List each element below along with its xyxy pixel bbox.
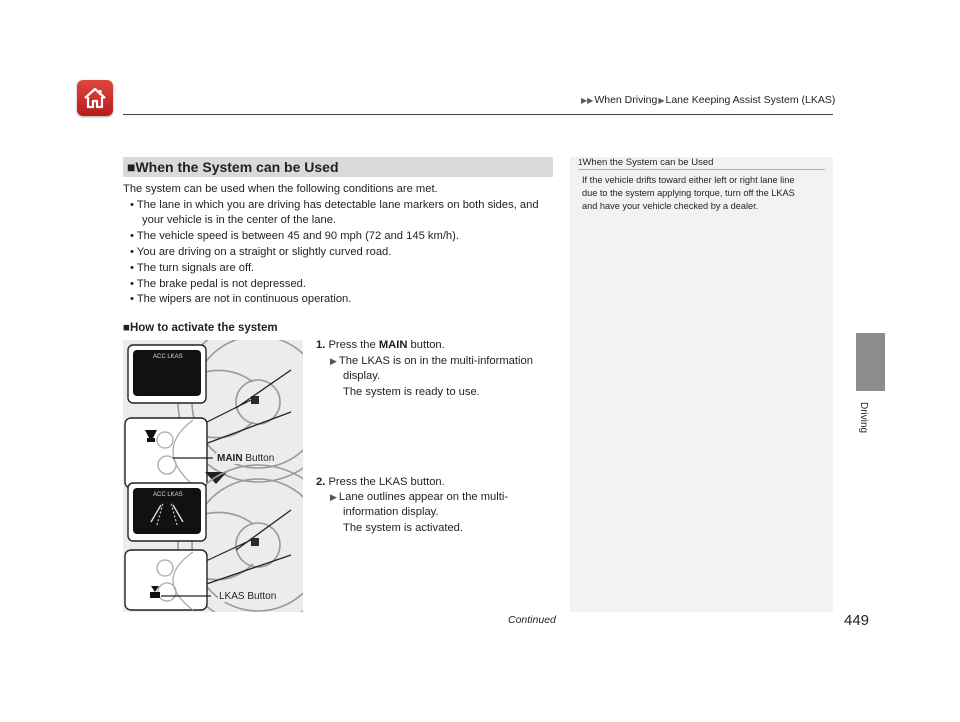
list-item: • The wipers are not in continuous operation.: [130, 293, 352, 305]
home-icon: [82, 85, 108, 111]
note-sidebar: [570, 157, 833, 612]
section-intro: The system can be used when the following conditions are met.: [123, 183, 438, 195]
list-item: • The brake pedal is not depressed.: [130, 278, 306, 290]
list-item: • The turn signals are off.: [130, 262, 255, 274]
breadcrumb: [580, 94, 835, 106]
steering-wheel-illustration: [123, 340, 303, 612]
breadcrumb-arrow-icon: ▶▶: [581, 96, 594, 105]
main-button-callout: MAIN Button: [217, 453, 275, 464]
breadcrumb-item[interactable]: When Driving: [594, 94, 658, 106]
note-rule: [578, 169, 825, 170]
display-indicator-text: ACC LKAS: [153, 492, 183, 498]
home-button[interactable]: [77, 80, 113, 116]
step-2-result-cont: information display.: [343, 506, 439, 518]
step-2: 2. Press the LKAS button.: [316, 476, 445, 488]
header-rule: [123, 114, 833, 115]
list-item: • The vehicle speed is between 45 and 90 mph (72 and 145 km/h).: [130, 230, 459, 242]
continued-label: Continued: [508, 614, 556, 626]
note-marker-icon: 1: [578, 158, 583, 167]
list-item-continued: your vehicle is in the center of the lane.: [142, 214, 337, 226]
chapter-tab-label: Driving: [858, 402, 869, 434]
subsection-heading: ■How to activate the system: [123, 322, 278, 334]
display-indicator-text: ACC LKAS: [153, 354, 183, 360]
note-line: due to the system applying torque, turn off the LKAS: [582, 188, 795, 198]
lkas-button-callout: LKAS Button: [219, 591, 277, 602]
section-title: ■When the System can be Used: [127, 159, 339, 175]
breadcrumb-arrow-icon: ▶: [658, 96, 665, 105]
chapter-tab[interactable]: [856, 333, 885, 391]
step-1-result-cont: The system is ready to use.: [343, 386, 480, 398]
breadcrumb-item[interactable]: Lane Keeping Assist System (LKAS): [665, 94, 836, 106]
step-1-result: ▶ The LKAS is on in the multi-information: [330, 355, 533, 367]
note-line: and have your vehicle checked by a dealer.: [582, 201, 759, 211]
note-heading: 1When the System can be Used: [578, 157, 714, 168]
list-item: • You are driving on a straight or slightly curved road.: [130, 246, 392, 258]
steering-wheel-diagram: [123, 340, 303, 612]
note-line: If the vehicle drifts toward either left or right lane line: [582, 175, 795, 185]
step-2-result-cont: The system is activated.: [343, 522, 463, 534]
step-1: 1. Press the MAIN button.: [316, 339, 445, 351]
subsection-square-icon: ■: [123, 322, 130, 334]
step-2-result: ▶ Lane outlines appear on the multi-: [330, 491, 509, 503]
result-arrow-icon: ▶: [330, 356, 337, 366]
section-square-icon: ■: [127, 159, 136, 175]
list-item: • The lane in which you are driving has detectable lane markers on both sides, and: [130, 199, 539, 211]
step-1-result-cont: display.: [343, 370, 381, 382]
result-arrow-icon: ▶: [330, 492, 337, 502]
page-number: 449: [844, 612, 870, 629]
